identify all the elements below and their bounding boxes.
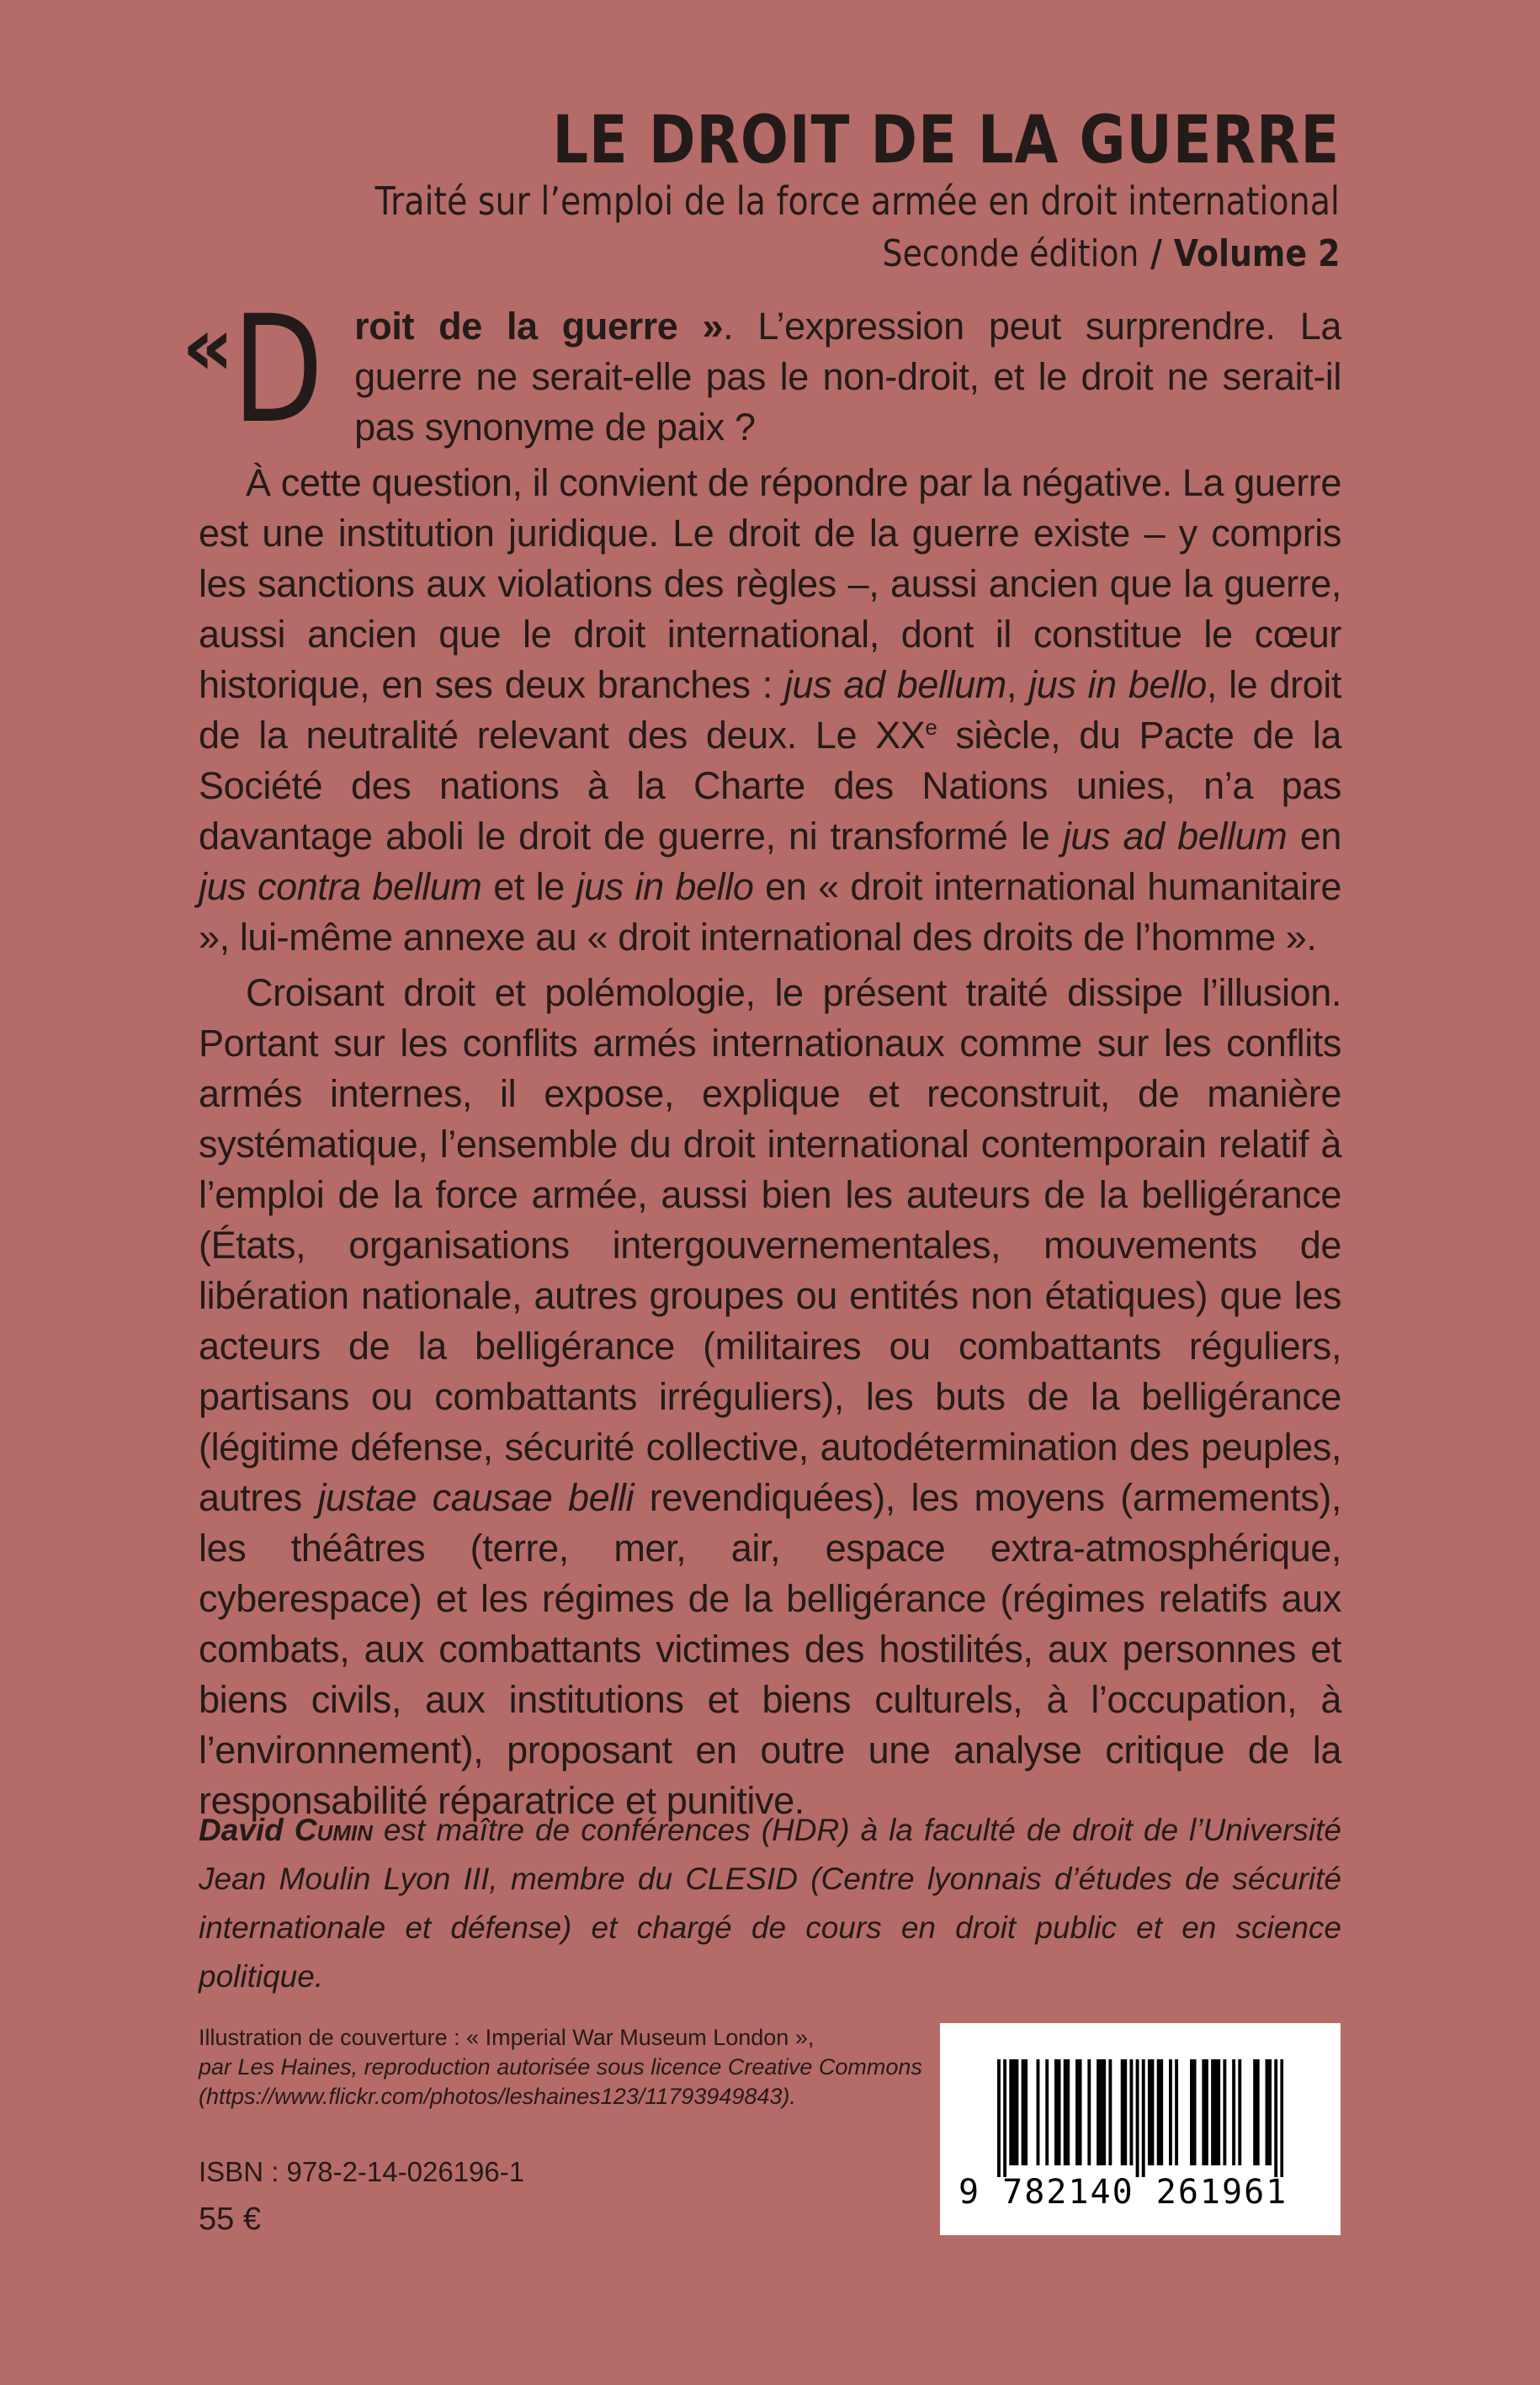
barcode-bar — [1160, 2059, 1163, 2165]
superscript: e — [925, 714, 937, 740]
blurb-paragraph-3 — [199, 968, 1341, 1826]
barcode-bars — [997, 2059, 1283, 2177]
barcode-bar — [1121, 2059, 1124, 2165]
barcode-bar — [1193, 2059, 1197, 2165]
barcode-bar — [1054, 2059, 1058, 2165]
barcode-bar — [1108, 2059, 1112, 2165]
barcode-bar — [1190, 2059, 1193, 2165]
barcode-bar — [1280, 2059, 1283, 2177]
blurb-paragraph-2 — [199, 458, 1341, 963]
barcode-bar — [1129, 2059, 1133, 2165]
edition-label: Seconde édition — [882, 232, 1139, 275]
barcode-bar — [1037, 2059, 1040, 2165]
barcode-bar — [1097, 2059, 1100, 2165]
drop-cap — [182, 284, 346, 456]
barcode-bar — [1151, 2059, 1155, 2165]
volume-label: Volume 2 — [1173, 232, 1340, 275]
credit-line: par Les Haines, reproduction autorisée sous licence Creative Commons — [199, 2054, 922, 2080]
price: 55 € — [199, 2202, 261, 2237]
book-title: LE DROIT DE LA GUERRE — [552, 103, 1340, 178]
barcode-bar — [1169, 2059, 1172, 2165]
barcode-bar — [1058, 2059, 1061, 2165]
blurb-p2-text: siècle, du Pacte de la Société des nations à la Charte des Nations unies, n’a pas davantage aboli le droit de guerre, ni transformé le — [199, 714, 1341, 858]
blurb-p3-text: Croisant droit et polémologie, le présent traité dissipe l’illusion. Portant sur les conflits armés internationaux comme sur les conflits armés internes, il expose, explique et reconstruit, de manière systématique, l’ensemble du droit international contemporain relatif à l’emploi de la force armée, aussi bien les auteurs de la belligérance (États, organisations intergouvernementales, mouvements de libération nationale, autres groupes ou entités non étatiques) que les acteurs de la belligérance (militaires ou combattants réguliers, partisans ou combattants irréguliers), les buts de la belligérance (légitime défense, sécurité collective, autodétermination des peuples, autres — [199, 971, 1341, 1519]
blurb-p2-text: , le droit de la neutralité relevant des deux. Le XX — [199, 663, 1341, 757]
blurb-p1-bold: roit de la guerre » — [354, 305, 724, 348]
author-last-name: Cumin — [294, 1813, 373, 1847]
blurb-p2-italic: jus in bello — [1028, 663, 1207, 706]
author-first-name: David — [199, 1813, 284, 1847]
barcode-bar — [1211, 2059, 1214, 2165]
barcode-bar — [1274, 2059, 1277, 2177]
barcode-bar — [1256, 2059, 1260, 2165]
barcode-bar — [1253, 2059, 1256, 2165]
barcode-bar — [1022, 2059, 1025, 2165]
barcode-bar — [1075, 2059, 1079, 2165]
edition-separator: / — [1150, 232, 1162, 275]
author-name — [199, 1813, 373, 1847]
barcode-bar — [997, 2059, 1001, 2177]
barcode-bar — [1157, 2059, 1160, 2165]
barcode-bar — [1142, 2059, 1145, 2177]
blurb-p3-text: revendiquées), les moyens (armements), les théâtres (terre, mer, air, espace extra-atmosphérique, cyberespace) et les régimes de la belligérance (régimes relatifs aux combats, aux combattants victimes des hostilités, aux personnes et biens civils, aux institutions et biens culturels, à l’occupation, à l’environnement), proposant en outre une analyse critique de la responsabilité réparatrice et punitive. — [199, 1476, 1341, 1822]
blurb-p2-text: et le — [481, 865, 576, 908]
barcode-bar — [1024, 2059, 1028, 2165]
barcode-bar — [1214, 2059, 1218, 2165]
barcode-bar — [1102, 2059, 1106, 2165]
blurb-p2-italic: jus contra bellum — [199, 865, 482, 908]
blurb-p2-italic: jus ad bellum — [1062, 815, 1288, 858]
barcode-bar — [1202, 2059, 1205, 2165]
barcode-bar — [1205, 2059, 1208, 2165]
blurb-p2-text: À cette question, il convient de répondre par la négative. La guerre est une institution juridique. Le droit de la guerre existe – y compris les sanctions aux violations des règles –, aussi ancien que la guerre, aussi ancien que le droit international, dont il constitue le cœur historique, en ses deux branches : — [199, 461, 1341, 706]
isbn: ISBN : 978-2-14-026196-1 — [199, 2156, 525, 2187]
book-subtitle: Traité sur l’emploi de la force armée en droit international — [374, 178, 1340, 224]
barcode-bar — [1136, 2059, 1139, 2177]
author-bio — [199, 1806, 1341, 2001]
blurb-p2-text: en — [1287, 815, 1341, 858]
barcode-bar — [1217, 2059, 1220, 2165]
opening-quote-mark: « — [182, 300, 228, 394]
barcode-bar — [1015, 2059, 1018, 2165]
blurb — [182, 284, 1341, 1826]
barcode — [940, 2023, 1341, 2235]
blurb-p2-italic: jus ad bellum — [783, 663, 1006, 706]
blurb-p2-text: , — [1006, 663, 1029, 706]
author-bio-text: est maître de conférences (HDR) à la faculté de droit de l’Université Jean Moulin Lyon III, membre du CLESID (Centre lyonnais d’études de sécurité internationale et défense) et chargé de cours en droit public et en science politique. — [199, 1813, 1341, 1994]
barcode-bar — [1266, 2059, 1269, 2165]
credit-line: Illustration de couverture : « Imperial War Museum London », — [199, 2025, 815, 2050]
credit-line: (https://www.flickr.com/photos/leshaines123/11793949843). — [199, 2084, 796, 2109]
barcode-bar — [1079, 2059, 1082, 2165]
barcode-bar — [1066, 2059, 1070, 2165]
barcode-bar — [1175, 2059, 1178, 2165]
blurb-p3-italic: justae causae belli — [317, 1476, 635, 1519]
blurb-paragraph-1 — [182, 284, 1341, 456]
blurb-p2-italic: jus in bello — [576, 865, 754, 908]
edition-line — [882, 232, 1340, 275]
barcode-bar — [1009, 2059, 1012, 2165]
barcode-bar — [1087, 2059, 1091, 2165]
barcode-bar — [1148, 2059, 1151, 2165]
barcode-bar — [1012, 2059, 1016, 2165]
barcode-bar — [1064, 2059, 1067, 2165]
cover-credit — [199, 2023, 922, 2111]
barcode-bar — [1223, 2059, 1226, 2165]
blurb-p1-text: . L’expression peut surprendre. La guerre ne serait-elle pas le non-droit, et le droit ne serait-il pas synonyme de paix ? — [354, 305, 1341, 449]
blurb-p2-text: en « droit international humanitaire », lui-même annexe au « droit international des droits de l’homme ». — [199, 865, 1341, 959]
barcode-bar — [1123, 2059, 1127, 2165]
barcode-bar — [1238, 2059, 1241, 2165]
drop-cap-letter: D — [232, 284, 324, 456]
barcode-bar — [1100, 2059, 1103, 2165]
barcode-digits: 9 782140 261961 — [959, 2173, 1288, 2212]
barcode-bar — [1232, 2059, 1235, 2165]
barcode-bar — [1003, 2059, 1006, 2177]
barcode-bar — [1045, 2059, 1049, 2165]
barcode-bar — [1268, 2059, 1272, 2165]
